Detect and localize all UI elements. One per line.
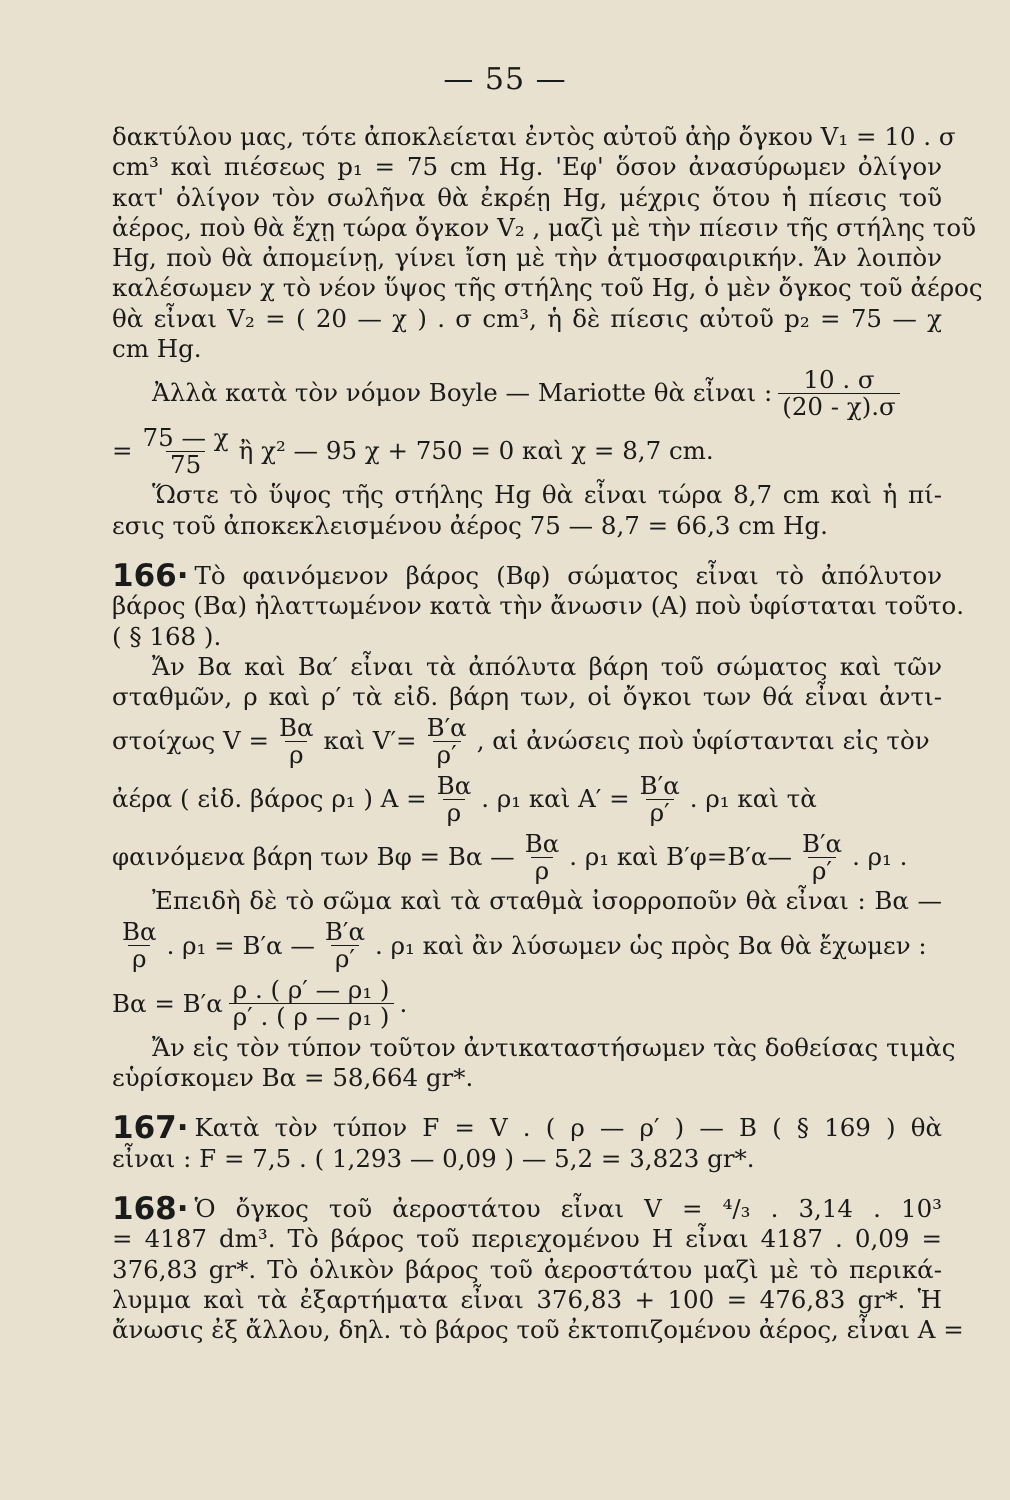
- text-line: Hg, ποὺ θὰ ἀπομείνῃ, γίνει ἴση μὲ τὴν ἀτμοσφαιρικήν. Ἄν λοιπὸν: [112, 243, 942, 273]
- text-line: cm³ καὶ πιέσεως p₁ = 75 cm Hg. 'Εφ' ὅσον ἀνασύρωμεν ὀλίγον: [112, 152, 942, 182]
- fraction-denominator: (20 - χ).σ: [778, 393, 900, 420]
- text-segment: .: [399, 988, 408, 1018]
- text-line: = 4187 dm³. Τὸ βάρος τοῦ περιεχομένου Η εἶναι 4187 . 0,09 =: [112, 1224, 942, 1254]
- text-line: ἀέρος, ποὺ θὰ ἔχῃ τώρα ὄγκον V₂ , μαζὶ μὲ τὴν πίεσιν τῆς στήλης τοῦ: [112, 212, 976, 242]
- fraction: [798, 828, 846, 885]
- text-line: ἄνωσις ἐξ ἄλλου, δηλ. τὸ βάρος τοῦ ἐκτοπιζομένου ἀέρος, εἶναι Α =: [112, 1315, 964, 1345]
- section-167-first-line: [112, 1110, 942, 1147]
- fraction-numerator: Β′α: [324, 917, 365, 947]
- equals-sign: =: [112, 436, 133, 466]
- text-line: cm Hg.: [112, 334, 202, 364]
- text-line: κατ' ὀλίγον τὸν σωλῆνα θὰ ἐκρέῃ Hg, μέχρις ὅτου ἡ πίεσις τοῦ: [112, 182, 942, 212]
- text-segment: ἀέρα ( εἰδ. βάρος ρ₁ ) Α =: [112, 784, 427, 814]
- fraction-denominator: 75: [166, 451, 205, 478]
- text-line: εἶναι : F = 7,5 . ( 1,293 — 0,09 ) — 5,2 = 3,823 gr*.: [112, 1143, 755, 1173]
- boyle-text: Ἀλλὰ κατὰ τὸν νόμον Boyle — Mariotte θὰ εἶναι :: [152, 378, 773, 408]
- equation-line: [112, 975, 942, 1033]
- text-segment: . ρ₁ = Β′α —: [166, 930, 315, 960]
- text-segment: φαινόμενα βάρη των Βφ = Βα —: [112, 842, 515, 872]
- fraction: [636, 770, 684, 827]
- fraction-denominator: ρ′: [331, 945, 359, 972]
- text-line: Ὥστε τὸ ὕψος τῆς στήλης Hg θὰ εἶναι τώρα 8,7 cm καὶ ἡ πί-: [152, 480, 942, 510]
- text-segment: . ρ₁ καὶ Β′φ=Β′α—: [569, 842, 792, 872]
- text-segment: . ρ₁ καὶ ἂν λύσωμεν ὡς πρὸς Βα θὰ ἔχωμεν :: [375, 930, 927, 960]
- text-line: ( § 168 ).: [112, 621, 222, 651]
- equation-line: [112, 917, 942, 975]
- fraction: [778, 364, 900, 421]
- text-line: εὑρίσκομεν Βα = 58,664 gr*.: [112, 1063, 474, 1093]
- fraction-denominator: ρ′: [808, 857, 836, 884]
- fraction-numerator: 10 . σ: [803, 364, 875, 394]
- fraction-denominator: ρ: [443, 799, 465, 826]
- text-line: Κατὰ τὸν τύπον F = V . ( ρ — ρ′ ) — Β ( § 169 ) θὰ: [194, 1113, 942, 1143]
- text-segment: , αἱ ἀνώσεις ποὺ ὑφίστανται εἰς τὸν: [476, 726, 930, 756]
- fraction-denominator: ρ′: [646, 799, 674, 826]
- text-line: εσις τοῦ ἀποκεκλεισμένου ἀέρος 75 — 8,7 = 66,3 cm Hg.: [112, 510, 828, 540]
- section-168-first-line: [112, 1190, 942, 1227]
- fraction-numerator: ρ . ( ρ′ — ρ₁ ): [232, 975, 390, 1005]
- text-line: 376,83 gr*. Τὸ ὁλικὸν βάρος τοῦ ἀεροστάτου μαζὶ μὲ τὸ περικά-: [112, 1254, 942, 1284]
- text-line: δακτύλου μας, τότε ἀποκλείεται ἐντὸς αὐτοῦ ἀὴρ ὄγκου V₁ = 10 . σ: [112, 122, 956, 151]
- fraction: [423, 712, 471, 769]
- fraction-numerator: Βα: [122, 917, 157, 947]
- fraction-denominator: ρ′ . ( ρ — ρ₁ ): [229, 1003, 394, 1030]
- fraction-numerator: Β′α: [639, 770, 680, 800]
- boyle-equation: [112, 364, 942, 422]
- text-segment: . ρ₁ καὶ Α′ =: [481, 784, 630, 814]
- fraction-denominator: ρ: [285, 741, 307, 768]
- equation-line: [112, 712, 942, 770]
- page-text: [112, 122, 983, 1345]
- equation-line: [112, 770, 942, 828]
- equation-line: [112, 422, 942, 480]
- text-segment: στοίχως V =: [112, 726, 269, 756]
- text-line: Ἐπειδὴ δὲ τὸ σῶμα καὶ τὰ σταθμὰ ἰσορροποῦν θὰ εἶναι : Βα —: [152, 886, 942, 916]
- section-number: 167·: [112, 1110, 189, 1147]
- text-segment: καὶ V′=: [323, 726, 417, 756]
- text-segment: . ρ₁ .: [852, 842, 908, 872]
- text-segment: . ρ₁ καὶ τὰ: [689, 784, 817, 814]
- text-segment: Βα = Β′α: [112, 988, 223, 1018]
- fraction: [229, 977, 394, 1030]
- fraction-numerator: Β′α: [426, 712, 467, 742]
- text-line: Τὸ φαινόμενον βάρος (Βφ) σώματος εἶναι τὸ ἀπόλυτον: [194, 560, 942, 590]
- fraction-denominator: ρ: [128, 945, 150, 972]
- fraction-numerator: Βα: [524, 828, 560, 858]
- equation-line: [112, 828, 942, 886]
- fraction-numerator: Βα: [278, 712, 314, 742]
- text-line: Ἄν εἰς τὸν τύπον τοῦτον ἀντικαταστήσωμεν τὰς δοθείσας τιμὰς: [152, 1032, 956, 1062]
- fraction: [321, 919, 369, 972]
- fraction-numerator: Β′α: [801, 828, 843, 858]
- section-number: 168·: [112, 1190, 189, 1227]
- text-line: Ὁ ὄγκος τοῦ ἀεροστάτου εἶναι V = ⁴/₃ . 3,14 . 10³: [194, 1193, 942, 1223]
- fraction: [521, 828, 564, 885]
- text-line: βάρος (Βα) ἠλαττωμένον κατὰ τὴν ἄνωσιν (Α) ποὺ ὑφίσταται τοῦτο.: [112, 591, 965, 621]
- fraction: [433, 770, 476, 827]
- fraction: [139, 422, 233, 479]
- fraction: [118, 919, 161, 972]
- fraction-denominator: ρ′: [433, 741, 461, 768]
- text-line: θὰ εἶναι V₂ = ( 20 — χ ) . σ cm³, ἡ δὲ πίεσις αὐτοῦ p₂ = 75 — χ: [112, 303, 942, 333]
- text-line: σταθμῶν, ρ καὶ ρ′ τὰ εἰδ. βάρη των, οἱ ὄγκοι των θά εἶναι ἀντι-: [112, 682, 942, 712]
- text-line: λυμμα καὶ τὰ ἐξαρτήματα εἶναι 376,83 + 100 = 476,83 gr*. Ἡ: [112, 1284, 942, 1314]
- fraction-numerator: Βα: [436, 770, 472, 800]
- section-number: 166·: [112, 557, 189, 594]
- fraction-denominator: ρ: [531, 857, 553, 884]
- text-line: καλέσωμεν χ τὸ νέον ὕψος τῆς στήλης τοῦ Hg, ὁ μὲν ὄγκος τοῦ ἀέρος: [112, 273, 983, 303]
- equation-rest: ἢ χ² — 95 χ + 750 = 0 καὶ χ = 8,7 cm.: [238, 436, 714, 466]
- fraction-numerator: 75 — χ: [142, 422, 229, 452]
- fraction: [275, 712, 318, 769]
- page-number: — 55 —: [443, 62, 567, 97]
- section-166-first-line: [112, 557, 942, 594]
- text-line: Ἄν Βα καὶ Βα′ εἶναι τὰ ἀπόλυτα βάρη τοῦ σώματος καὶ τῶν: [152, 651, 942, 681]
